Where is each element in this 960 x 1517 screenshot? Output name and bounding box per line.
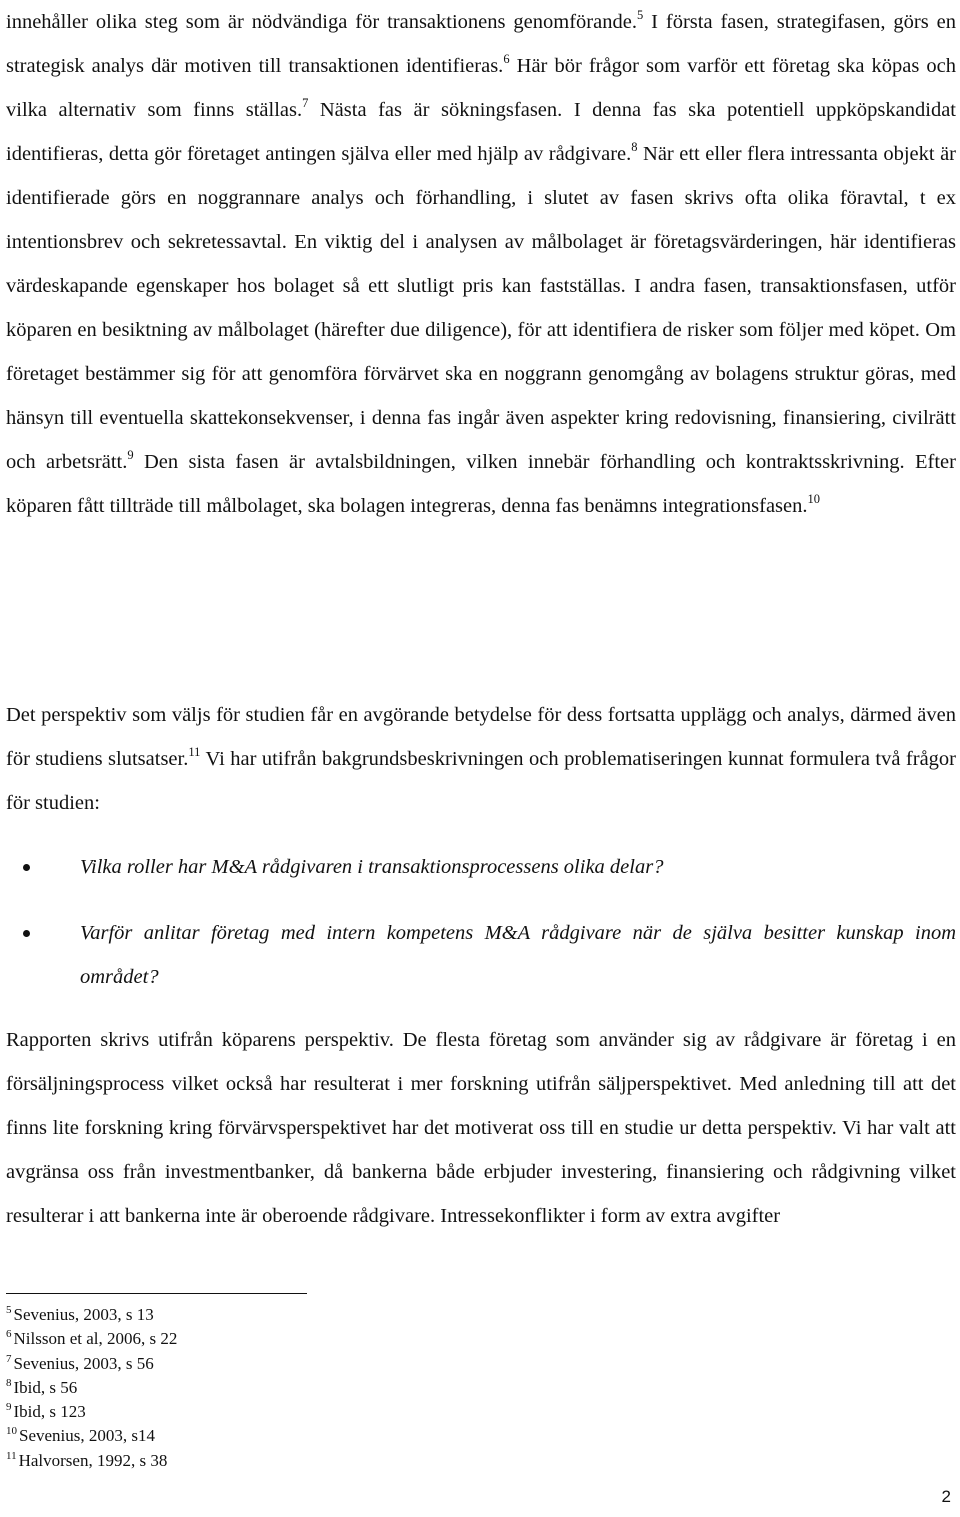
footnotes <box>6 1303 177 1473</box>
footnote <box>6 1376 177 1400</box>
paragraph-text: Den sista fasen är avtalsbildningen, vilken innebär förhandling och kontraktsskrivning. Efter köparen fått tillträde till målbolaget, ska bolagen integreras, denna fas benämns integrationsfasen. <box>6 451 956 517</box>
research-questions-list <box>0 845 960 999</box>
footnote-reference: 7 <box>302 96 309 110</box>
footnote-text: Sevenius, 2003, s14 <box>19 1426 155 1446</box>
footnote <box>6 1303 177 1327</box>
footnote <box>6 1449 177 1473</box>
paragraph-text: Här bör frågor som varför ett företag ska köpas och vilka alternativ som finns ställas. <box>6 55 956 121</box>
footnote-number: 6 <box>6 1328 12 1341</box>
paragraph-text: Det perspektiv som väljs för studien får en avgörande betydelse för dess fortsatta upplägg och analys, därmed även för studiens slutsatser. <box>6 704 956 770</box>
footnote-number: 5 <box>6 1304 12 1316</box>
footnote-number: 9 <box>6 1401 12 1414</box>
footnote-reference: 9 <box>127 448 134 462</box>
footnote-text: Sevenius, 2003, s 13 <box>13 1305 154 1324</box>
paragraph-text: När ett eller flera intressanta objekt är identifierade görs en noggrannare analys och förhandling, i slutet av fasen skrivs ofta olika föravtal, t ex intentionsbrev och sekretessavtal. En viktig del i analysen av målbolaget är företagsvärderingen, här identifieras värdeskapande egenskaper hos bolaget så ett slutligt pris kan fastställas. I andra fasen, transaktionsfasen, utför köparen en besiktning av målbolaget (härefter due diligence), för att identifiera de risker som följer med köpet. Om företaget bestämmer sig för att genomföra förvärvet ska en noggrann genomgång av bolagens struktur göras, med hänsyn till eventuella skattekonsekvenser, i denna fas ingår även aspekter kring redovisning, finansiering, civilrätt och arbetsrätt. <box>6 143 956 473</box>
research-question <box>0 845 956 889</box>
bullet-icon <box>23 864 30 871</box>
footnote-separator <box>6 1293 307 1294</box>
footnote-number: 7 <box>6 1352 12 1365</box>
footnote-reference: 11 <box>188 745 201 759</box>
footnote <box>6 1400 177 1424</box>
paragraph-text: Nästa fas är sökningsfasen. I denna fas ska potentiell uppköpskandidat identifieras, detta gör företaget antingen själva eller med hjälp av rådgivare. <box>6 99 957 165</box>
research-question-text: Varför anlitar företag med intern kompetens M&A rådgivare när de själva besitter kunskap inom området? <box>80 922 956 988</box>
body-paragraph <box>6 1018 956 1238</box>
paragraph-text: Vi har utifrån bakgrundsbeskrivningen och problematiseringen kunnat formulera två frågor för studien: <box>6 748 956 814</box>
footnote-text: Ibid, s 123 <box>13 1402 86 1422</box>
footnote-reference: 5 <box>636 8 644 22</box>
footnote-text: Nilsson et al, 2006, s 22 <box>13 1329 178 1349</box>
paragraph-text: I första fasen, strategifasen, görs en strategisk analys där motiven till transaktionen identifieras. <box>6 11 956 77</box>
footnote <box>6 1327 177 1351</box>
footnote-text: Halvorsen, 1992, s 38 <box>18 1450 168 1470</box>
footnote-number: 11 <box>6 1449 17 1462</box>
footnote <box>6 1424 177 1448</box>
footnote-reference: 6 <box>503 52 510 66</box>
footnote-reference: 8 <box>631 140 638 154</box>
paragraph-text: Rapporten skrivs utifrån köparens perspektiv. De flesta företag som använder sig av rådgivare är företag i en försäljningsprocess vilket också har resulterat i mer forskning utifrån säljperspektivet. Med anledning till att det finns lite forskning kring förvärvsperspektivet har det motiverat oss till en studie ur detta perspektiv. Vi har valt att avgränsa oss från investmentbanker, då bankerna både erbjuder investering, finansiering och rådgivning vilket resulterar i att bankerna inte är oberoende rådgivare. Intressekonflikter i form av extra avgifter <box>6 1029 956 1227</box>
page-number: 2 <box>941 1487 951 1506</box>
research-question-text: Vilka roller har M&A rådgivaren i transaktionsprocessens olika delar? <box>80 856 664 878</box>
body-paragraph <box>6 0 956 528</box>
footnote-number: 8 <box>6 1376 12 1389</box>
research-question <box>0 911 956 999</box>
body-paragraph <box>6 693 956 825</box>
footnote <box>6 1352 177 1376</box>
footnote-reference: 10 <box>807 492 821 506</box>
footnote-number: 10 <box>6 1425 17 1438</box>
footnote-text: Ibid, s 56 <box>13 1377 78 1397</box>
paragraph-text: innehåller olika steg som är nödvändiga för transaktionens genomförande. <box>6 11 637 33</box>
bullet-icon <box>23 930 30 937</box>
footnote-text: Sevenius, 2003, s 56 <box>13 1353 154 1373</box>
